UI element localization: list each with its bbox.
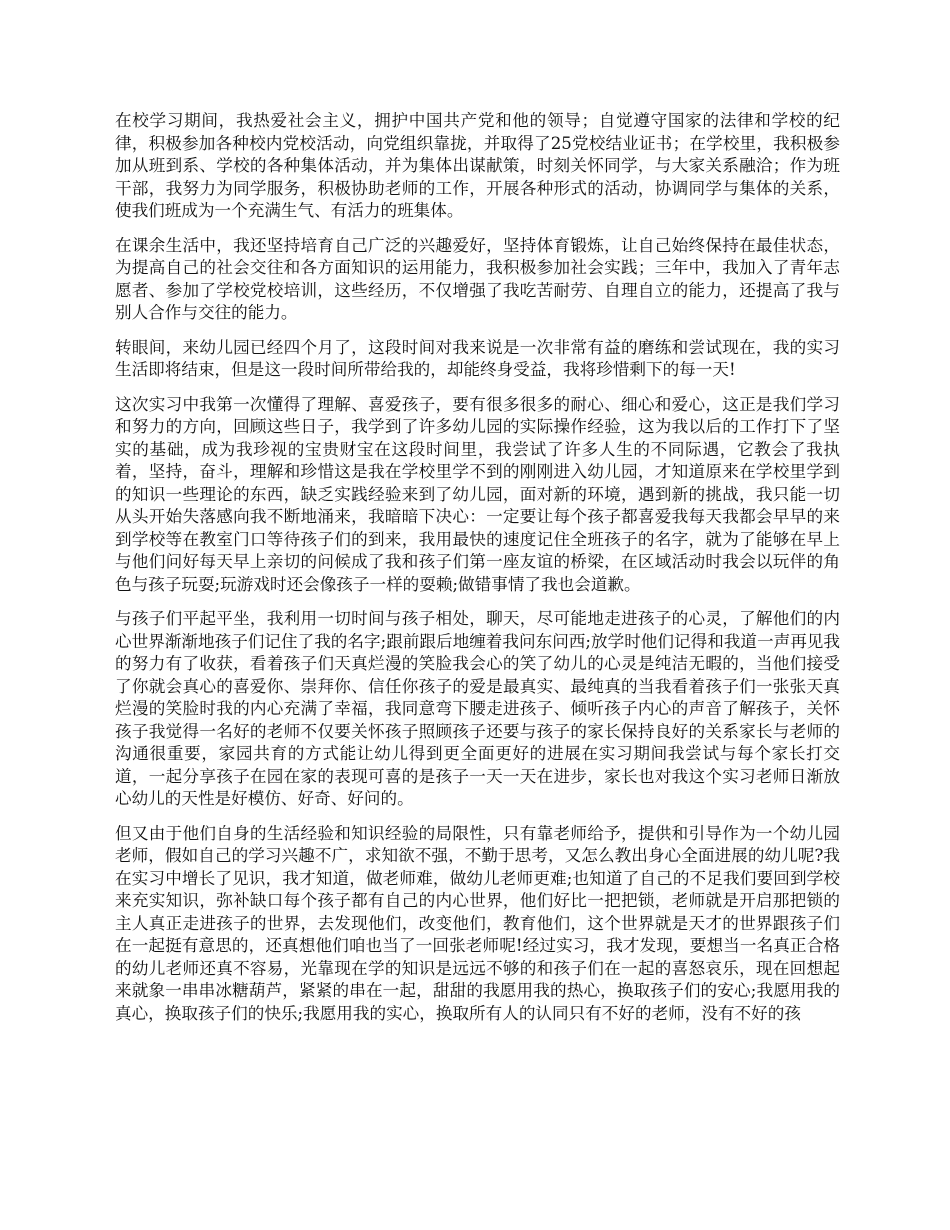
paragraph-3: 转眼间，来幼儿园已经四个月了，这段时间对我来说是一次非常有益的磨练和尝试现在，我的实习生活即将结束，但是这一段时间所带给我的，却能终身受益，我将珍惜剩下的每一天! xyxy=(115,337,840,379)
paragraph-1: 在校学习期间，我热爱社会主义，拥护中国共产党和他的领导；自觉遵守国家的法律和学校的纪律，积极参加各种校内党校活动，向党组织靠拢，并取得了25党校结业证书；在学校里，我积极参加从班到系、学校的各种集体活动，并为集体出谋献策，时刻关怀同学，与大家关系融洽；作为班干部，我努力为同学服务，积极协助老师的工作，开展各种形式的活动，协调同学与集体的关系，使我们班成为一个充满生气、有活力的班集体。 xyxy=(115,111,840,220)
paragraph-2: 在课余生活中，我还坚持培育自己广泛的兴趣爱好，坚持体育锻炼，让自己始终保持在最佳状态，为提高自己的社会交往和各方面知识的运用能力，我积极参加社会实践；三年中，我加入了青年志愿者、参加了学校党校培训，这些经历，不仅增强了我吃苦耐劳、自理自立的能力，还提高了我与别人合作与交往的能力。 xyxy=(115,235,840,322)
paragraph-6: 但又由于他们自身的生活经验和知识经验的局限性，只有靠老师给予，提供和引导作为一个幼儿园老师，假如自己的学习兴趣不广，求知欲不强，不勤于思考，又怎么教出身心全面进展的幼儿呢?我在实习中增长了见识，我才知道，做老师难，做幼儿老师更难;也知道了自己的不足我们要回到学校来充实知识，弥补缺口每个孩子都有自己的内心世界，他们好比一把把锁，老师就是开启那把锁的主人真正走进孩子的世界，去发现他们，改变他们，教育他们，这个世界就是天才的世界跟孩子们在一起挺有意思的，还真想他们咱也当了一回张老师呢!经过实习，我才发现，要想当一名真正合格的幼儿老师还真不容易，光靠现在学的知识是远远不够的和孩子们在一起的喜怒哀乐，现在回想起来就象一串串冰糖葫芦，紧紧的串在一起，甜甜的我愿用我的热心，换取孩子们的安心;我愿用我的真心，换取孩子们的快乐;我愿用我的实心，换取所有人的认同只有不好的老师，没有不好的孩 xyxy=(115,823,840,1023)
paragraph-4: 这次实习中我第一次懂得了理解、喜爱孩子，要有很多很多的耐心、细心和爱心，这正是我们学习和努力的方向，回顾这些日子，我学到了许多幼儿园的实际操作经验，这为我以后的工作打下了坚实的基础，成为我珍视的宝贵财宝在这段时间里，我尝试了许多人生的不同际遇，它教会了我执着，坚持，奋斗，理解和珍惜这是我在学校里学不到的刚刚进入幼儿园，才知道原来在学校里学到的知识一些理论的东西，缺乏实践经验来到了幼儿园，面对新的环境，遇到新的挑战，我只能一切从头开始失落感向我不断地涌来，我暗暗下决心：一定要让每个孩子都喜爱我每天我都会早早的来到学校等在教室门口等待孩子们的到来，我用最快的速度记住全班孩子的名字，就为了能够在早上与他们问好每天早上亲切的问候成了我和孩子们第一座友谊的桥梁，在区域活动时我会以玩伴的角色与孩子玩耍;玩游戏时还会像孩子一样的耍赖;做错事情了我也会道歉。 xyxy=(115,394,840,594)
paragraph-5: 与孩子们平起平坐，我利用一切时间与孩子相处，聊天，尽可能地走进孩子的心灵，了解他们的内心世界渐渐地孩子们记住了我的名字;跟前跟后地缠着我问东问西;放学时他们记得和我道一声再见我的努力有了收获，看着孩子们天真烂漫的笑脸我会心的笑了幼儿的心灵是纯洁无暇的，当他们接受了你就会真心的喜爱你、崇拜你、信任你孩子的爱是最真实、最纯真的当我看着孩子们一张张天真烂漫的笑脸时我的内心充满了幸福，我同意弯下腰走进孩子、倾听孩子内心的声音了解孩子，关怀孩子我觉得一名好的老师不仅要关怀孩子照顾孩子还要与孩子的家长保持良好的关系家长与老师的沟通很重要，家园共育的方式能让幼儿得到更全面更好的进展在实习期间我尝试与每个家长打交道，一起分享孩子在园在家的表现可喜的是孩子一天一天在进步，家长也对我这个实习老师日渐放心幼儿的天性是好模仿、好奇、好问的。 xyxy=(115,609,840,808)
document-body xyxy=(115,110,840,1037)
